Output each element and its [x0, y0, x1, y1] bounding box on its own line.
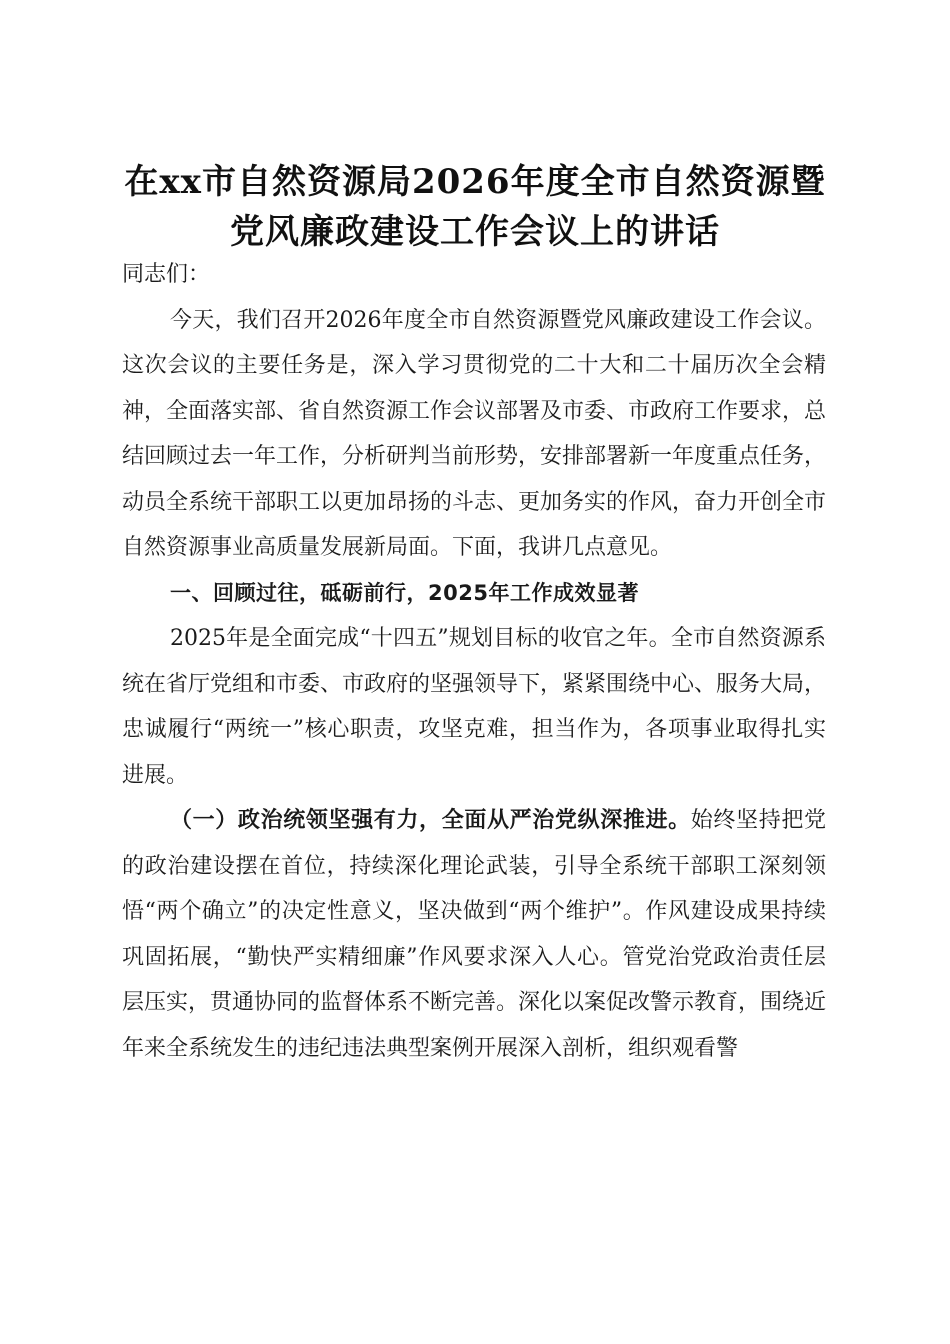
- section-heading-1: 一、回顾过往，砥砺前行，2025年工作成效显著: [170, 580, 639, 605]
- document-title: [110, 157, 840, 257]
- subsection-body-1: 始终坚持把党的政治建设摆在首位，持续深化理论武装，引导全系统干部职工深刻领悟“两个确立”的决定性意义，坚决做到“两个维护”。作风建设成果持续巩固拓展，“勤快严实精细廉”作风要求深入人心。管党治党政治责任层层压实，贯通协同的监督体系不断完善。深化以案促改警示教育，围绕近年来全系统发生的违纪违法典型案例开展深入剖析，组织观看警: [122, 808, 827, 1061]
- document-body: [122, 252, 826, 1071]
- greeting: 同志们：: [122, 262, 211, 287]
- paragraph-intro: 今天，我们召开2026年度全市自然资源暨党风廉政建设工作会议。这次会议的主要任务是，深入学习贯彻党的二十大和二十届历次全会精神，全面落实部、省自然资源工作会议部署及市委、市政府工作要求，总结回顾过去一年工作，分析研判当前形势，安排部署新一年度重点任务，动员全系统干部职工以更加昂扬的斗志、更加务实的作风，奋力开创全市自然资源事业高质量发展新局面。下面，我讲几点意见。: [122, 307, 827, 560]
- paragraph-2025-review: 2025年是全面完成“十四五”规划目标的收官之年。全市自然资源系统在省厅党组和市委、市政府的坚强领导下，紧紧围绕中心、服务大局，忠诚履行“两统一”核心职责，攻坚克难，担当作为，各项事业取得扎实进展。: [122, 626, 827, 788]
- title-line-1: 在xx市自然资源局2026年度全市自然资源暨: [124, 161, 826, 202]
- paragraph-political-leadership: [122, 798, 826, 1071]
- subsection-lead-1: （一）政治统领坚强有力，全面从严治党纵深推进。: [170, 807, 691, 833]
- title-line-2: 党风廉政建设工作会议上的讲话: [230, 211, 720, 252]
